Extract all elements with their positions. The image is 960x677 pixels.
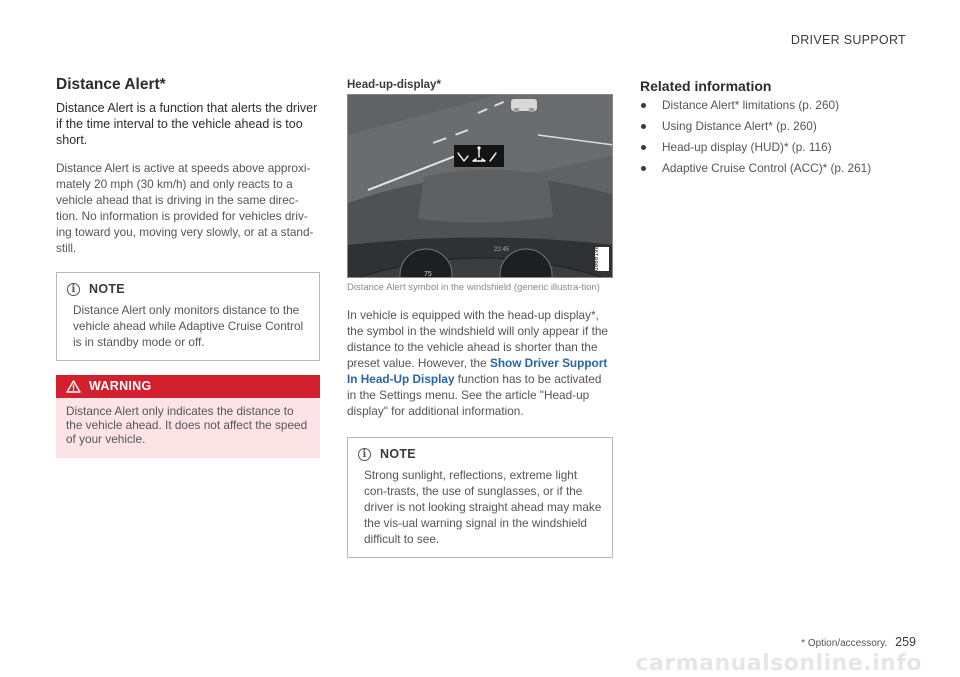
page-title: Distance Alert*	[56, 76, 166, 93]
hud-paragraph	[347, 307, 613, 419]
hud-paragraph-end: function has to be activated in the Settings menu. See the article "Head-up display" for additional information.	[347, 372, 602, 418]
option-footnote: * Option/accessory.	[801, 638, 888, 649]
figure-code: G060198	[593, 245, 601, 272]
dashboard-clock: 22:45	[494, 247, 510, 253]
body-paragraph: Distance Alert is active at speeds above approxi-mately 20 mph (30 km/h) and only reacts to a vehicle ahead that is driving in the same direc-tion. No information is provided for vehicles driv-ing toward you, moving very slowly, or at a stand-still.	[56, 161, 314, 255]
column-head-up-display	[347, 74, 613, 558]
dashboard-speed: 75	[424, 271, 432, 278]
related-list	[640, 97, 910, 176]
note-text: Distance Alert only monitors distance to the vehicle ahead while Adaptive Cruise Control is in standby mode or off.	[73, 303, 304, 349]
windshield-scene	[348, 95, 613, 278]
note-box	[56, 272, 320, 361]
related-heading: Related information	[640, 78, 772, 94]
related-link-adaptive-cruise-control[interactable]: Adaptive Cruise Control (ACC)* (p. 261)	[640, 160, 910, 176]
related-link-limitations[interactable]: Distance Alert* limitations (p. 260)	[640, 97, 910, 113]
info-icon: i	[358, 448, 371, 461]
related-link-head-up-display[interactable]: Head-up display (HUD)* (p. 116)	[640, 139, 910, 155]
column-related-information	[640, 74, 910, 181]
note-header	[348, 438, 612, 467]
info-icon: i	[67, 283, 80, 296]
note-label: NOTE	[380, 447, 416, 461]
settings-option-link[interactable]: Show Driver Support In Head-Up Display	[347, 356, 608, 386]
hud-paragraph-start: In vehicle is equipped with the head-up display*, the symbol in the windshield will only appear if the distance to the vehicle ahead is shorter than the preset value. However, the	[347, 308, 608, 370]
note-header	[57, 273, 319, 302]
warning-text: Distance Alert only indicates the distance to the vehicle ahead. It does not affect the speed of your vehicle.	[66, 404, 308, 446]
related-link-using[interactable]: Using Distance Alert* (p. 260)	[640, 118, 910, 134]
section-header: DRIVER SUPPORT	[790, 33, 906, 47]
figure-caption: Distance Alert symbol in the windshield (generic illustra-tion)	[347, 282, 600, 293]
page-number: 259	[895, 635, 916, 649]
note-label: NOTE	[89, 282, 125, 296]
page-footer	[801, 635, 916, 649]
column-distance-alert	[56, 74, 320, 458]
section-subheading: Head-up-display*	[347, 79, 441, 91]
note-text: Strong sunlight, reflections, extreme light con-trasts, the use of sunglasses, or if the driver is not looking straight ahead may make the vis-ual warning signal in the windshield difficult to see.	[364, 468, 602, 546]
watermark: carmanualsonline.info	[635, 651, 922, 676]
intro-paragraph: Distance Alert is a function that alerts the driver if the time interval to the vehicle ahead is too short.	[56, 101, 318, 147]
warning-label: WARNING	[89, 379, 152, 393]
warning-triangle-icon	[66, 380, 81, 393]
warning-box	[56, 375, 320, 458]
windshield-illustration	[347, 94, 613, 278]
note-box-hud	[347, 437, 613, 558]
warning-header	[56, 375, 320, 398]
